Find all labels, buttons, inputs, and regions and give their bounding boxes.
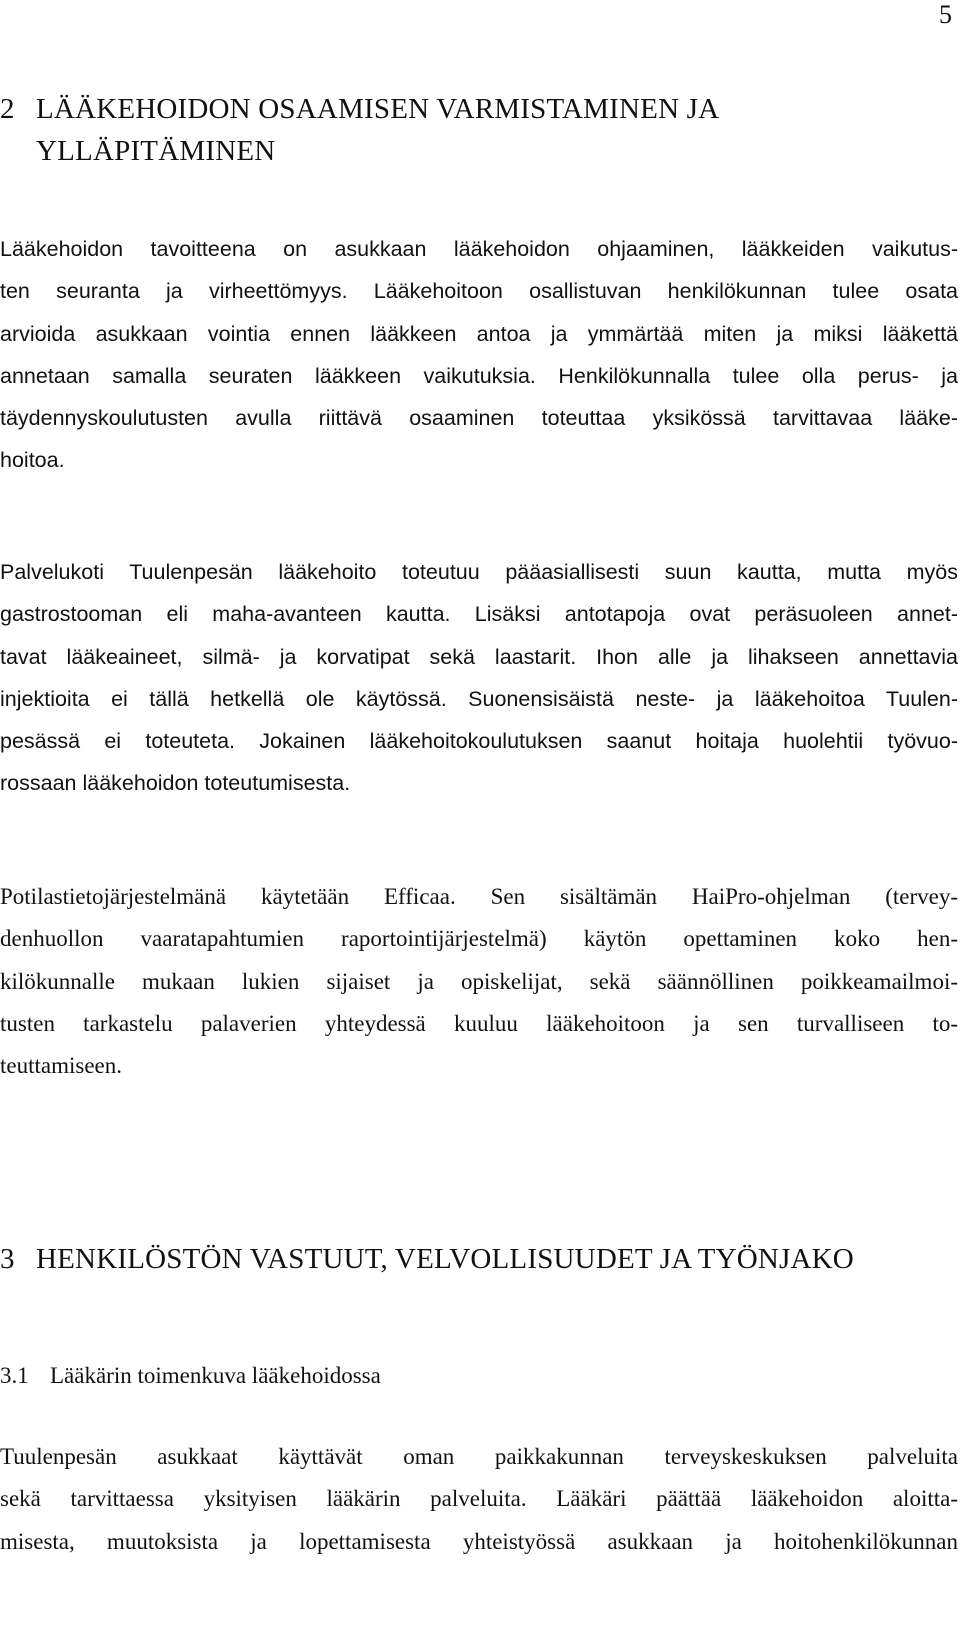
paragraph-physician-role — [0, 1436, 958, 1563]
text-line: arvioida asukkaan vointia ennen lääkkeen antoa ja ymmärtää miten ja miksi lääkettä — [0, 321, 958, 346]
text-line: rossaan lääkehoidon toteutumisesta. — [0, 771, 351, 796]
text-line: denhuollon vaaratapahtumien raportointijärjestelmä) käytön opettaminen koko hen- — [0, 926, 958, 952]
text-line: teuttamiseen. — [0, 1053, 122, 1079]
subsection-number: 3.1 — [0, 1363, 29, 1388]
subsection-title: Lääkärin toimenkuva lääkehoidossa — [50, 1363, 381, 1388]
text-line: gastrostooman eli maha-avanteen kautta. Lisäksi antotapoja ovat peräsuoleen annet- — [0, 602, 958, 627]
paragraph-patient-information-system — [0, 876, 958, 1087]
text-line: sekä tarvittaessa yksityisen lääkärin palveluita. Lääkäri päättää lääkehoidon aloitta- — [0, 1486, 958, 1512]
text-line: annetaan samalla seuraten lääkkeen vaikutuksia. Henkilökunnalla tulee olla perus- ja — [0, 363, 958, 388]
paragraph-medication-competence — [0, 228, 958, 482]
paragraph-administration-routes — [0, 551, 958, 805]
section-number: 2 — [0, 93, 15, 125]
text-line: ten seuranta ja virheettömyys. Lääkehoitoon osallistuvan henkilökunnan tulee osata — [0, 279, 958, 304]
text-line: hoitoa. — [0, 448, 65, 473]
section-title: HENKILÖSTÖN VASTUUT, VELVOLLISUUDET JA TYÖNJAKO — [36, 1243, 854, 1275]
section-title-line-2: YLLÄPITÄMINEN — [36, 135, 276, 167]
text-line: kilökunnalle mukaan lukien sijaiset ja opiskelijat, sekä säännöllinen poikkeamailmoi- — [0, 968, 958, 994]
text-line: tusten tarkastelu palaverien yhteydessä kuuluu lääkehoitoon ja sen turvalliseen to- — [0, 1010, 958, 1036]
text-line: misesta, muutoksista ja lopettamisesta yhteistyössä asukkaan ja hoitohenkilökunnan — [0, 1528, 958, 1554]
text-line: pesässä ei toteuteta. Jokainen lääkehoitokoulutuksen saanut hoitaja huolehtii työvuo- — [0, 729, 958, 754]
section-heading-2 — [0, 88, 719, 172]
section-number: 3 — [0, 1243, 15, 1275]
text-line: Palvelukoti Tuulenpesän lääkehoito toteutuu pääasiallisesti suun kautta, mutta myös — [0, 560, 958, 584]
text-line: tavat lääkeaineet, silmä- ja korvatipat sekä laastarit. Ihon alle ja lihakseen annettavia — [0, 644, 958, 669]
section-heading-3 — [0, 1238, 854, 1280]
text-line: täydennyskoulutusten avulla riittävä osaaminen toteuttaa yksikössä tarvittavaa lääke- — [0, 406, 958, 431]
text-line: Lääkehoidon tavoitteena on asukkaan lääkehoidon ohjaaminen, lääkkeiden vaikutus- — [0, 237, 958, 261]
text-line: Tuulenpesän asukkaat käyttävät oman paikkakunnan terveyskeskuksen palveluita — [0, 1444, 958, 1469]
text-line: injektioita ei tällä hetkellä ole käytössä. Suonensisäistä neste- ja lääkehoitoa Tuulen- — [0, 686, 958, 711]
text-line: Potilastietojärjestelmänä käytetään Efficaa. Sen sisältämän HaiPro-ohjelman (tervey- — [0, 884, 958, 909]
subsection-heading-3-1 — [0, 1363, 381, 1389]
page-number: 5 — [939, 0, 952, 29]
section-title-line-1: LÄÄKEHOIDON OSAAMISEN VARMISTAMINEN JA — [36, 93, 720, 125]
